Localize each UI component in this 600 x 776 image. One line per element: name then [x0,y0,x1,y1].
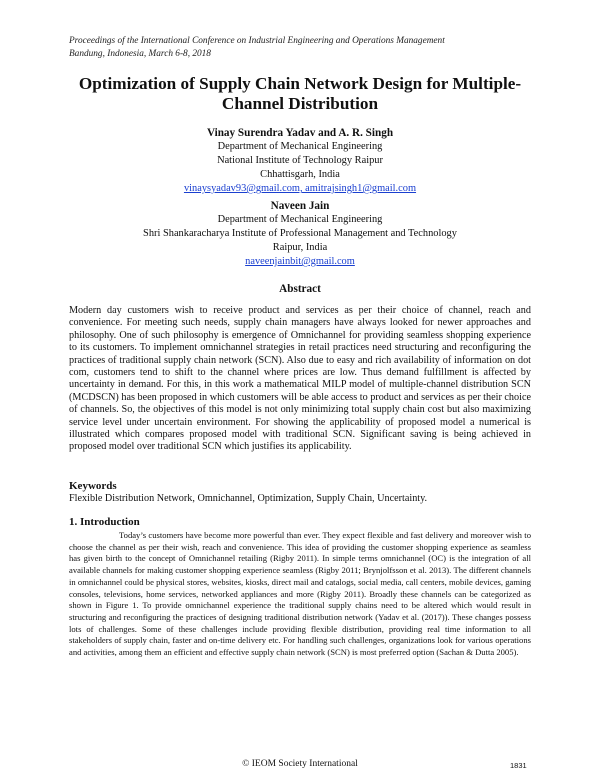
author-department: Department of Mechanical Engineering [217,214,383,225]
author-email-link[interactable]: vinaysyadav93@gmail.com, amitrajsingh1@gmail.com [183,183,417,194]
abstract-text: Modern day customers wish to receive product and services as per their choice of channel, reach and convenience. For meeting such needs, supply chain managers have always looked for newer approaches and philosophy. One of such philosophy is emergence of Omnichannel for providing seamless shopping experience to its customers. To implement omnichannel strategies in retail practices need structuring and reconfiguring the practices of traditional supply chain network (SCN). Also due to easy and rich availability of information on dot com, customers tend to shift to the channel where prices are low. Thus demand fulfillment is affected by uncertainty in demand. For this, in this work a mathematical MILP model of multiple-channel distribution SCN (MCDSCN) has been proposed in which customers will be able access to product and services as per their choice of channels. So, the objectives of this model is not only minimizing total supply chain cost but also maximizing service level under uncertain environment. For showing the applicability of proposed model a numerical is illustrated which compares proposed model with traditional SCN. Significant saving is being achieved in proposed model over traditional SCN which justifies its applicability. [69,305,531,453]
author-email-link[interactable]: naveenjainbit@gmail.com [245,256,355,267]
proceedings-header [69,35,539,61]
keywords-text: Flexible Distribution Network, Omnichannel, Optimization, Supply Chain, Uncertainty. [69,493,428,504]
introduction-text: Today’s customers have become more powerful than ever. They expect flexible and fast delivery and moreover wish to choose the channel as per their wish, reach and convenience. This idea of providing the customer shopping experience as seamless has given birth to the concept of Omnichannel retailing (Rigby 2011). In simple terms omnichannel (OC) is the integration of all available channels for making customer shopping experience seamless (Rigby 2011; Brynjolfsson et al. 2013). The different channels in omnichannel could be physical stores, websites, kiosks, direct mail and catalogs, social media, call centers, mobile devices, gaming consoles, televisions, home services, networked appliances and more (Rigby 2011). Broadly these channels can be categorized as shown in Figure 1. To provide omnichannel experience the traditional supply chains need to be altered which would result in structuring and reconfiguring the practices of designing traditional distribution network (Yadav et al. (2017)). These changes possess lots of challenges. Some of these challenges include providing flexible distribution, providing real time information to all stakeholders of supply chain, faster and on-time delivery etc. For handling such challenges, organizations look for various operations and activities, among them an efficient and effective supply chain network (SCN) is most preferred option (Sachan & Dutta 2005). [69,530,531,658]
introduction-heading: 1. Introduction [69,516,140,528]
paper-title [60,74,540,114]
title-line-1: Optimization of Supply Chain Network Design for Multiple- [78,74,522,93]
header-line-2: Bandung, Indonesia, March 6-8, 2018 [69,49,211,59]
author-location: Raipur, India [272,242,328,253]
author-department: Department of Mechanical Engineering [217,141,383,152]
keywords-heading: Keywords [69,480,117,492]
author-block-2 [60,199,540,269]
author-institute: National Institute of Technology Raipur [217,155,383,166]
abstract-heading: Abstract [279,283,321,295]
author-names: Naveen Jain [270,200,330,212]
author-block-1 [60,126,540,196]
page-number: 1831 [510,761,527,770]
author-names: Vinay Surendra Yadav and A. R. Singh [206,127,394,139]
copyright-footer: © IEOM Society International [242,759,358,769]
header-line-1: Proceedings of the International Conference on Industrial Engineering and Operations Management [69,36,445,46]
author-institute: Shri Shankaracharya Institute of Professional Management and Technology [143,228,457,239]
title-line-2: Channel Distribution [221,94,379,113]
author-location: Chhattisgarh, India [260,169,340,180]
